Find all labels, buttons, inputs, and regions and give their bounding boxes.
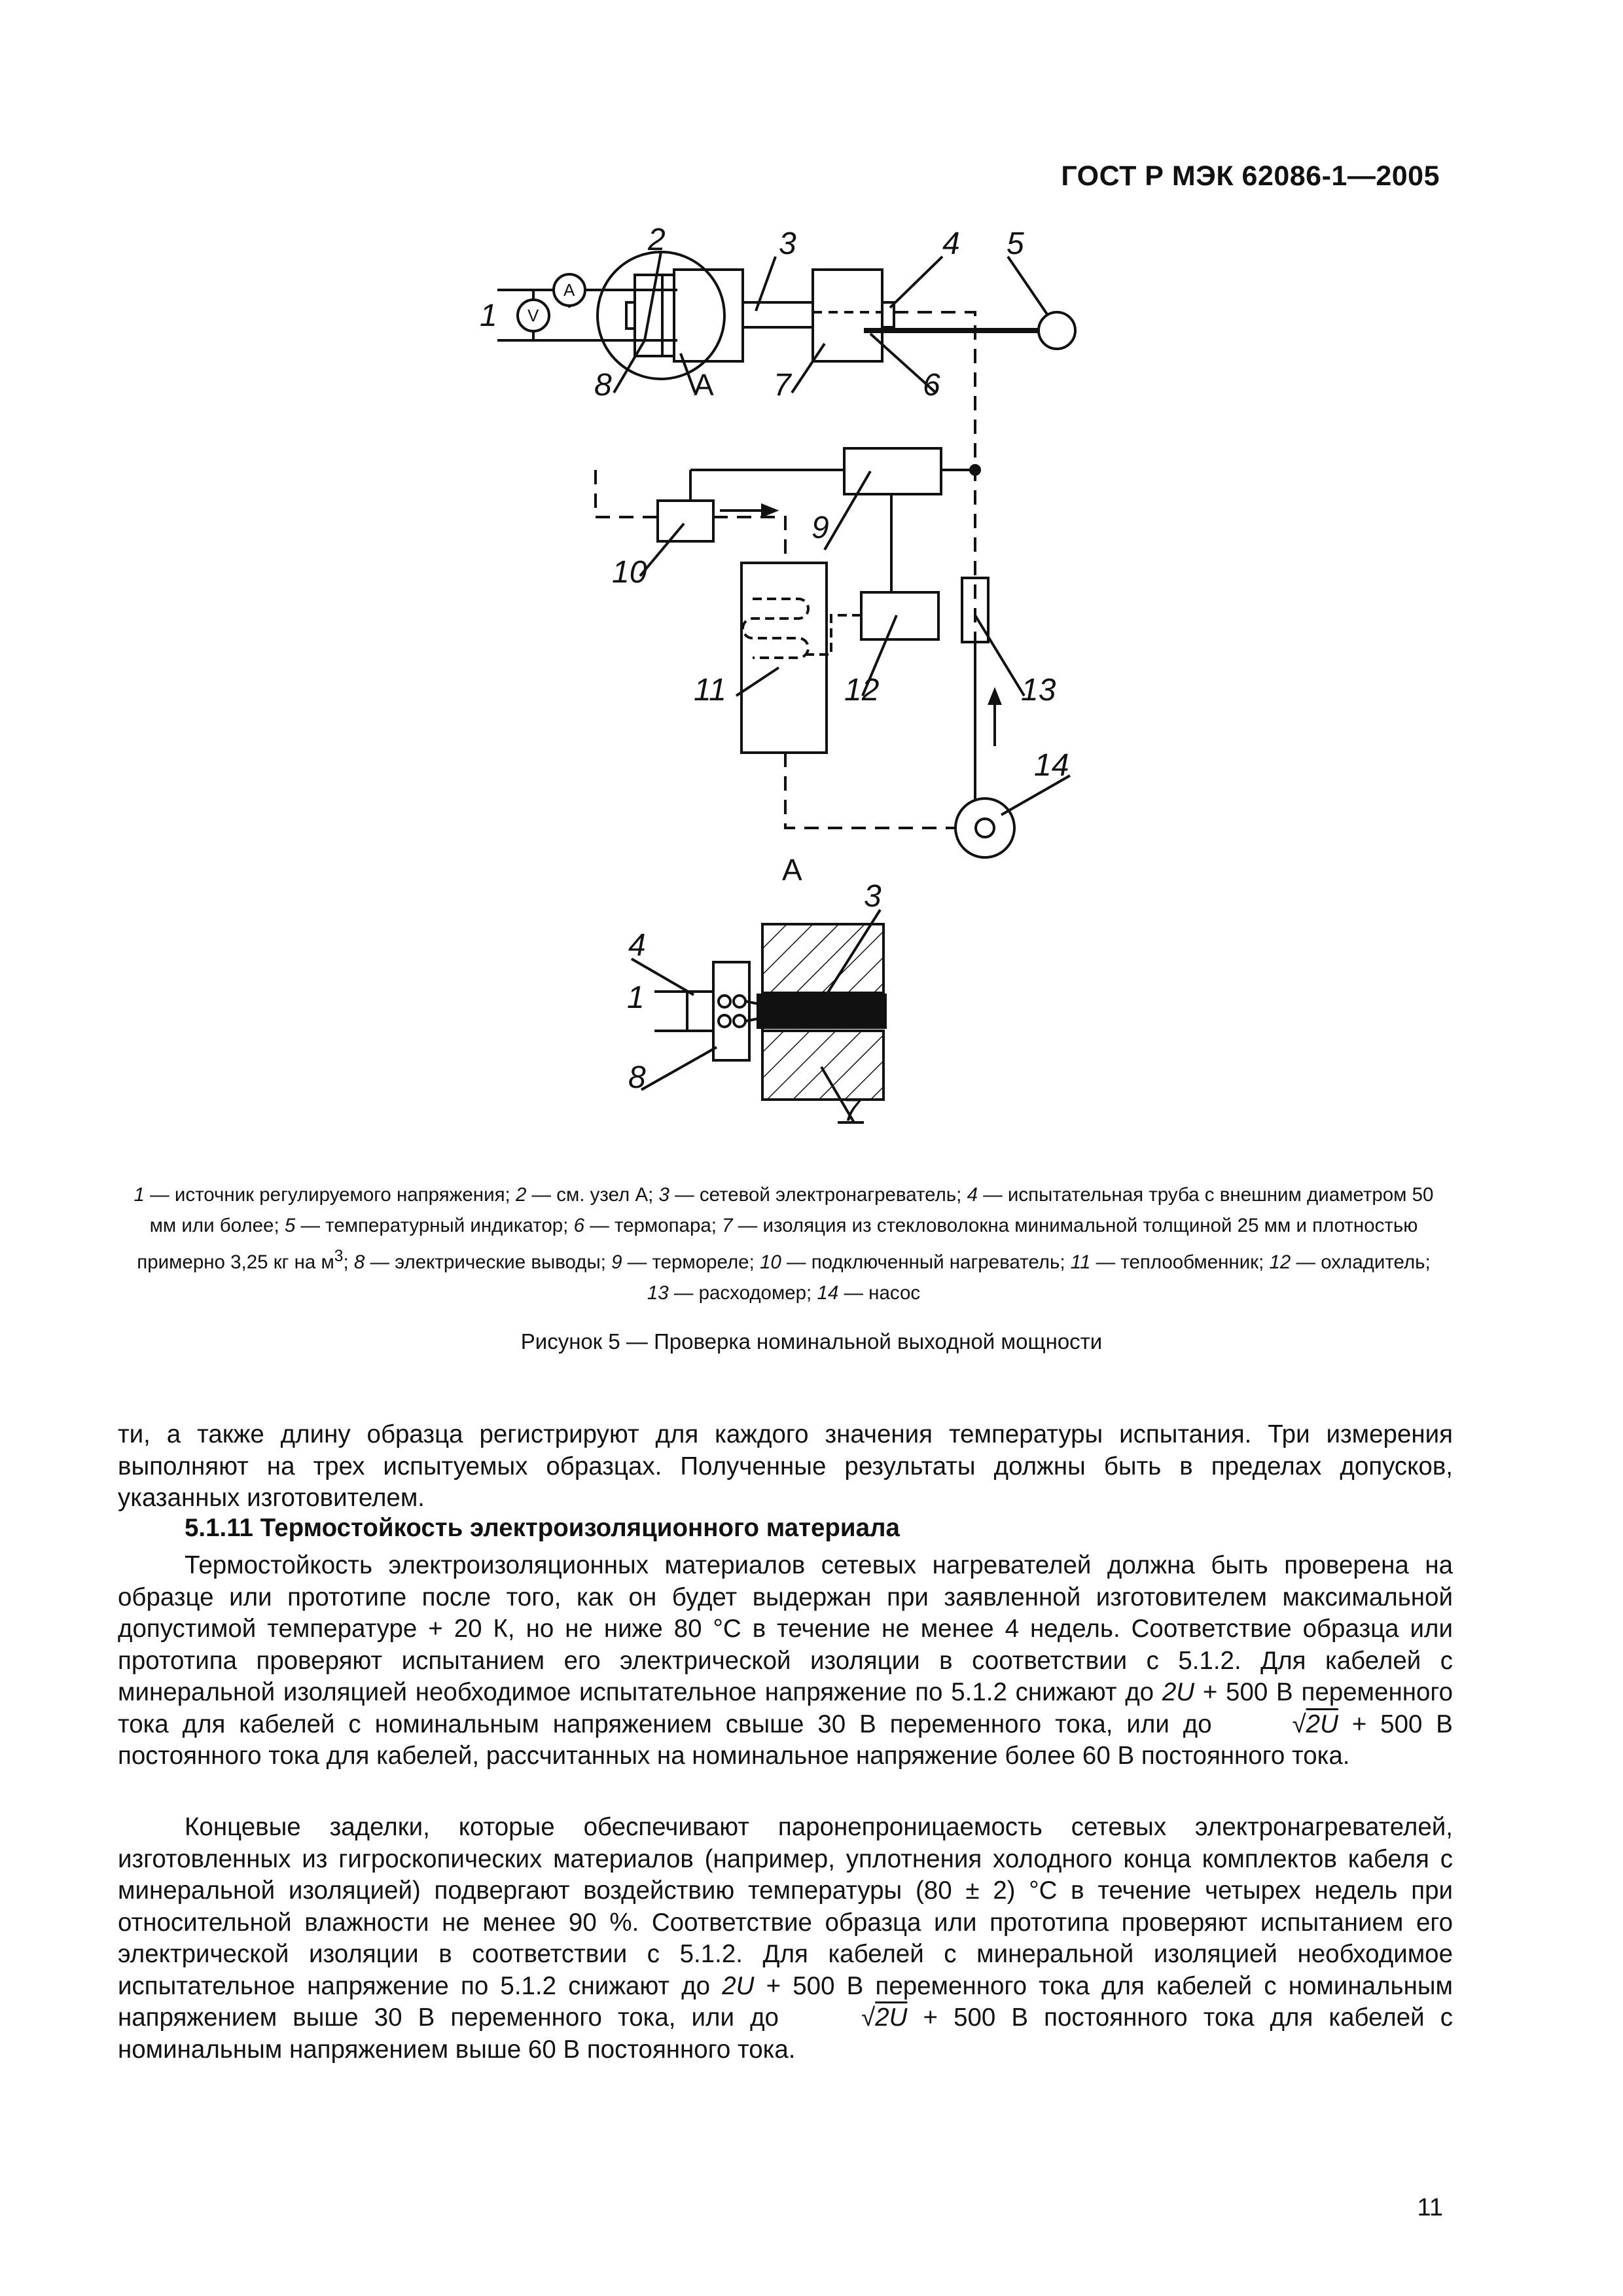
legend-text-4: — испытательная труба с внешним диаметром 50 мм или более; (149, 1184, 1434, 1236)
label-8: 8 (594, 368, 612, 403)
p3-text-c: + 500 В постоянного тока для кабелей с номинальным напряжением выше 60 В постоянного тока. (118, 2003, 1454, 2064)
detail-cable (758, 995, 885, 1028)
p2-formula-1: 2U (1162, 1678, 1195, 1706)
insulation-block-left (674, 270, 743, 361)
legend-num-12: 12 (1269, 1251, 1291, 1273)
legend-text-8: — электрические выводы; (365, 1251, 612, 1273)
thermo-relay-box (844, 448, 941, 494)
legend-superscript: 3 (334, 1247, 344, 1265)
legend-text-1: — источник регулируемого напряжения; (144, 1184, 516, 1206)
legend-num-5: 5 (284, 1215, 296, 1236)
connected-heater-box (658, 501, 713, 541)
figure-legend (128, 1179, 1440, 1308)
legend-text-6: — термопара; (584, 1215, 722, 1236)
p3-text-b: + 500 В переменного тока для кабелей с номинальным напряжением выше 30 В переменного тока, или до (118, 1971, 1453, 2032)
legend-num-3: 3 (658, 1184, 669, 1206)
legend-text-2: — см. узел А; (526, 1184, 659, 1206)
legend-num-11: 11 (1070, 1251, 1091, 1273)
paragraph-continuation (118, 1419, 1453, 1515)
legend-num-14: 14 (817, 1282, 839, 1304)
paragraph-2 (118, 1550, 1453, 1772)
legend-num-13: 13 (647, 1282, 669, 1304)
detail-label-7: 7 (843, 1093, 861, 1128)
detail-insulation-bottom (762, 1031, 883, 1100)
legend-text-11: — теплообменник; (1090, 1251, 1270, 1273)
legend-num-4: 4 (967, 1184, 978, 1206)
sqrt-icon: √ (1292, 1710, 1306, 1738)
legend-num-10: 10 (759, 1251, 781, 1273)
legend-text-14: — насос (838, 1282, 921, 1304)
p3-text-a: Концевые заделки, которые обеспечивают паронепроницаемость сетевых электронагревателей, изготовленных из гигроскопических материалов (например, уплотнения холодного конца комплектов кабеля с минеральной изоляцией) подвергают воздействию температуры (80 ± 2) °С в течение четырех недель при относительной влажности не менее 90 %. Соответствие образца или прототипа проверяют испытанием его электрической изоляции в соответствии с 5.1.2. Для кабелей с минеральной изоляцией необходимое испытательное напряжение по 5.1.2 снижают до (118, 1813, 1453, 2000)
label-13: 13 (1021, 673, 1056, 708)
legend-text-12: — охладитель; (1291, 1251, 1431, 1273)
p2-text-b: + 500 В переменного тока для кабелей с номинальным напряжением свыше 30 В переменного тока, или до (118, 1678, 1453, 1738)
legend-text-5: — температурный индикатор; (295, 1215, 574, 1236)
label-3: 3 (779, 226, 796, 261)
ammeter-symbol: A (563, 280, 575, 300)
page-number: 11 (1417, 2194, 1443, 2221)
legend-num-7: 7 (722, 1215, 733, 1236)
legend-text-10: — подключенный нагреватель; (781, 1251, 1071, 1273)
label-1: 1 (480, 298, 497, 333)
label-14: 14 (1034, 748, 1069, 783)
cooler-box (861, 592, 938, 639)
detail-label-8: 8 (628, 1060, 646, 1095)
legend-text-7: — изоляция из стекловолокна минимальной толщиной 25 мм и плотностью примерно 3,25 кг на м (137, 1215, 1418, 1273)
p3-formula-2: 2U (875, 2003, 908, 2032)
label-a: A (694, 368, 714, 402)
label-4: 4 (942, 226, 960, 261)
p2-text-c: + 500 В постоянного тока для кабелей, рассчитанных на номинальное напряжение более 60 В постоянного тока. (118, 1710, 1453, 1770)
detail-label-4: 4 (628, 928, 646, 963)
legend-num-1: 1 (134, 1184, 145, 1206)
label-9: 9 (812, 511, 829, 545)
paragraph-3 (118, 1812, 1453, 2066)
paragraph-1-text: ти, а также длину образца регистрируют для каждого значения температуры испытания. Три измерения выполняют на трех испытуемых образцах. Полученные результаты должны быть в пределах допусков, указанных изготовителем. (118, 1420, 1453, 1512)
sqrt-icon: √ (861, 2003, 876, 2032)
label-12: 12 (844, 673, 880, 708)
detail-label-1: 1 (627, 980, 645, 1015)
label-10: 10 (612, 555, 647, 590)
p2-text-a: Термостойкость электроизоляционных материалов сетевых нагревателей должна быть проверена на образце или прототипе после того, как он будет выдержан при заявленной изготовителем максимальной допустимой температуре + 20 К, но не ниже 80 °С в течение не менее 4 недель. Соответствие образца или прототипа проверяют испытанием его электрической изоляции в соответствии с 5.1.2. Для кабелей с минеральной изоляцией необходимое испытательное напряжение по 5.1.2 снижают до (118, 1551, 1453, 1706)
detail-label-3: 3 (864, 879, 882, 914)
legend-num-9: 9 (611, 1251, 622, 1273)
legend-text-3: — сетевой электронагреватель; (669, 1184, 967, 1206)
heat-exchanger-box (741, 563, 827, 753)
label-6: 6 (923, 368, 940, 403)
p2-formula-2: 2U (1306, 1710, 1338, 1738)
legend-separator: ; (343, 1251, 354, 1273)
label-2: 2 (648, 223, 666, 257)
label-5: 5 (1007, 226, 1024, 261)
legend-text-13: — расходомер; (668, 1282, 817, 1304)
legend-num-6: 6 (573, 1215, 584, 1236)
legend-text-9: — термореле; (622, 1251, 760, 1273)
legend-num-8: 8 (353, 1251, 365, 1273)
section-title: 5.1.11 Термостойкость электроизоляционного материала (185, 1514, 900, 1542)
p3-formula-1: 2U (722, 1971, 755, 2000)
figure-caption: Рисунок 5 — Проверка номинальной выходной мощности (520, 1329, 1103, 1354)
legend-num-2: 2 (515, 1184, 527, 1206)
temperature-indicator-icon (1039, 312, 1075, 349)
detail-terminal-block (713, 962, 749, 1060)
label-7: 7 (774, 368, 791, 403)
label-detail-a: A (782, 853, 802, 887)
document-header: ГОСТ Р МЭК 62086-1—2005 (1061, 160, 1440, 192)
voltmeter-symbol: V (527, 306, 539, 325)
label-11: 11 (694, 673, 726, 708)
